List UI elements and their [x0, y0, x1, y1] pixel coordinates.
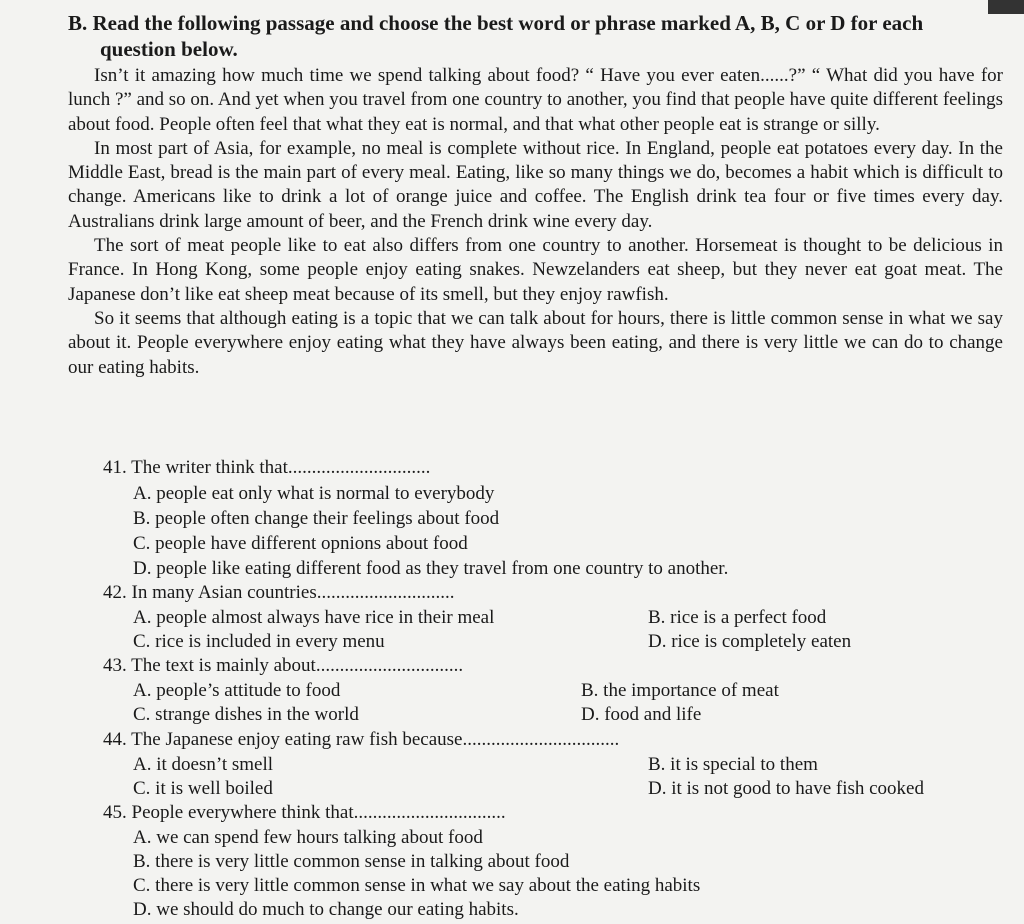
- question-44-option-b: B. it is special to them: [648, 754, 818, 775]
- question-42-option-a: A. people almost always have rice in their meal: [133, 607, 495, 628]
- section-heading-line2: question below.: [100, 37, 238, 61]
- question-45-option-c: C. there is very little common sense in what we say about the eating habits: [133, 875, 701, 896]
- question-43-stem: 43. The text is mainly about...............................: [103, 655, 464, 676]
- section-heading: [68, 10, 968, 62]
- question-45-option-d: D. we should do much to change our eating habits.: [133, 899, 519, 920]
- question-45-option-a: A. we can spend few hours talking about food: [133, 827, 483, 848]
- question-42-option-c: C. rice is included in every menu: [133, 631, 385, 652]
- question-42-option-d: D. rice is completely eaten: [648, 631, 852, 652]
- reading-passage: [68, 64, 1003, 380]
- question-44-option-d: D. it is not good to have fish cooked: [648, 778, 924, 799]
- question-44-option-c: C. it is well boiled: [133, 778, 273, 799]
- question-41-option-c: C. people have different opnions about food: [133, 533, 468, 554]
- passage-paragraph-3: The sort of meat people like to eat also differs from one country to another. Horsemeat is thought to be delicious in France. In Hong Kong, some people enjoy eating snakes. Newzelanders eat sheep, but they never eat goat meat. The Japanese don’t like eat sheep meat because of its smell, but they enjoy rawfish.: [68, 235, 1003, 305]
- question-44-option-a: A. it doesn’t smell: [133, 754, 274, 775]
- question-43-option-c: C. strange dishes in the world: [133, 704, 359, 725]
- question-44-stem: 44. The Japanese enjoy eating raw fish because.................................: [103, 729, 620, 750]
- question-41-stem: 41. The writer think that..............................: [103, 457, 431, 478]
- passage-paragraph-1: Isn’t it amazing how much time we spend talking about food? “ Have you ever eaten......?” “ What did you have for lunch ?” and so on. And yet when you travel from one country to another, you find that people have quite different feelings about food. People often feel that what they eat is normal, and that what other people eat is strange or silly.: [68, 65, 1003, 135]
- question-45-option-b: B. there is very little common sense in talking about food: [133, 851, 570, 872]
- section-heading-line1: B. Read the following passage and choose the best word or phrase marked A, B, C or D for each: [68, 11, 924, 35]
- question-43-option-d: D. food and life: [581, 704, 702, 725]
- question-43-option-b: B. the importance of meat: [581, 680, 779, 701]
- question-41-option-d: D. people like eating different food as they travel from one country to another.: [133, 558, 729, 579]
- page-corner-mark: [988, 0, 1024, 14]
- question-42-option-b: B. rice is a perfect food: [648, 607, 827, 628]
- question-42-stem: 42. In many Asian countries.............................: [103, 582, 455, 603]
- question-41-option-a: A. people eat only what is normal to everybody: [133, 483, 495, 504]
- question-41-option-b: B. people often change their feelings about food: [133, 508, 500, 529]
- passage-paragraph-4: So it seems that although eating is a topic that we can talk about for hours, there is little common sense in what we say about it. People everywhere enjoy eating what they have always been eating, and there is very little we can do to change our eating habits.: [68, 307, 1003, 378]
- question-45-stem: 45. People everywhere think that................................: [103, 802, 506, 823]
- question-43-option-a: A. people’s attitude to food: [133, 680, 341, 701]
- passage-paragraph-2: In most part of Asia, for example, no meal is complete without rice. In England, people eat potatoes every day. In the Middle East, bread is the main part of every meal. Eating, like so many things we do, becomes a habit which is difficult to change. Americans like to drink a lot of orange juice and coffee. The English drink tea four or five times every day. Australians drink large amount of beer, and the French drink wine every day.: [68, 137, 1003, 232]
